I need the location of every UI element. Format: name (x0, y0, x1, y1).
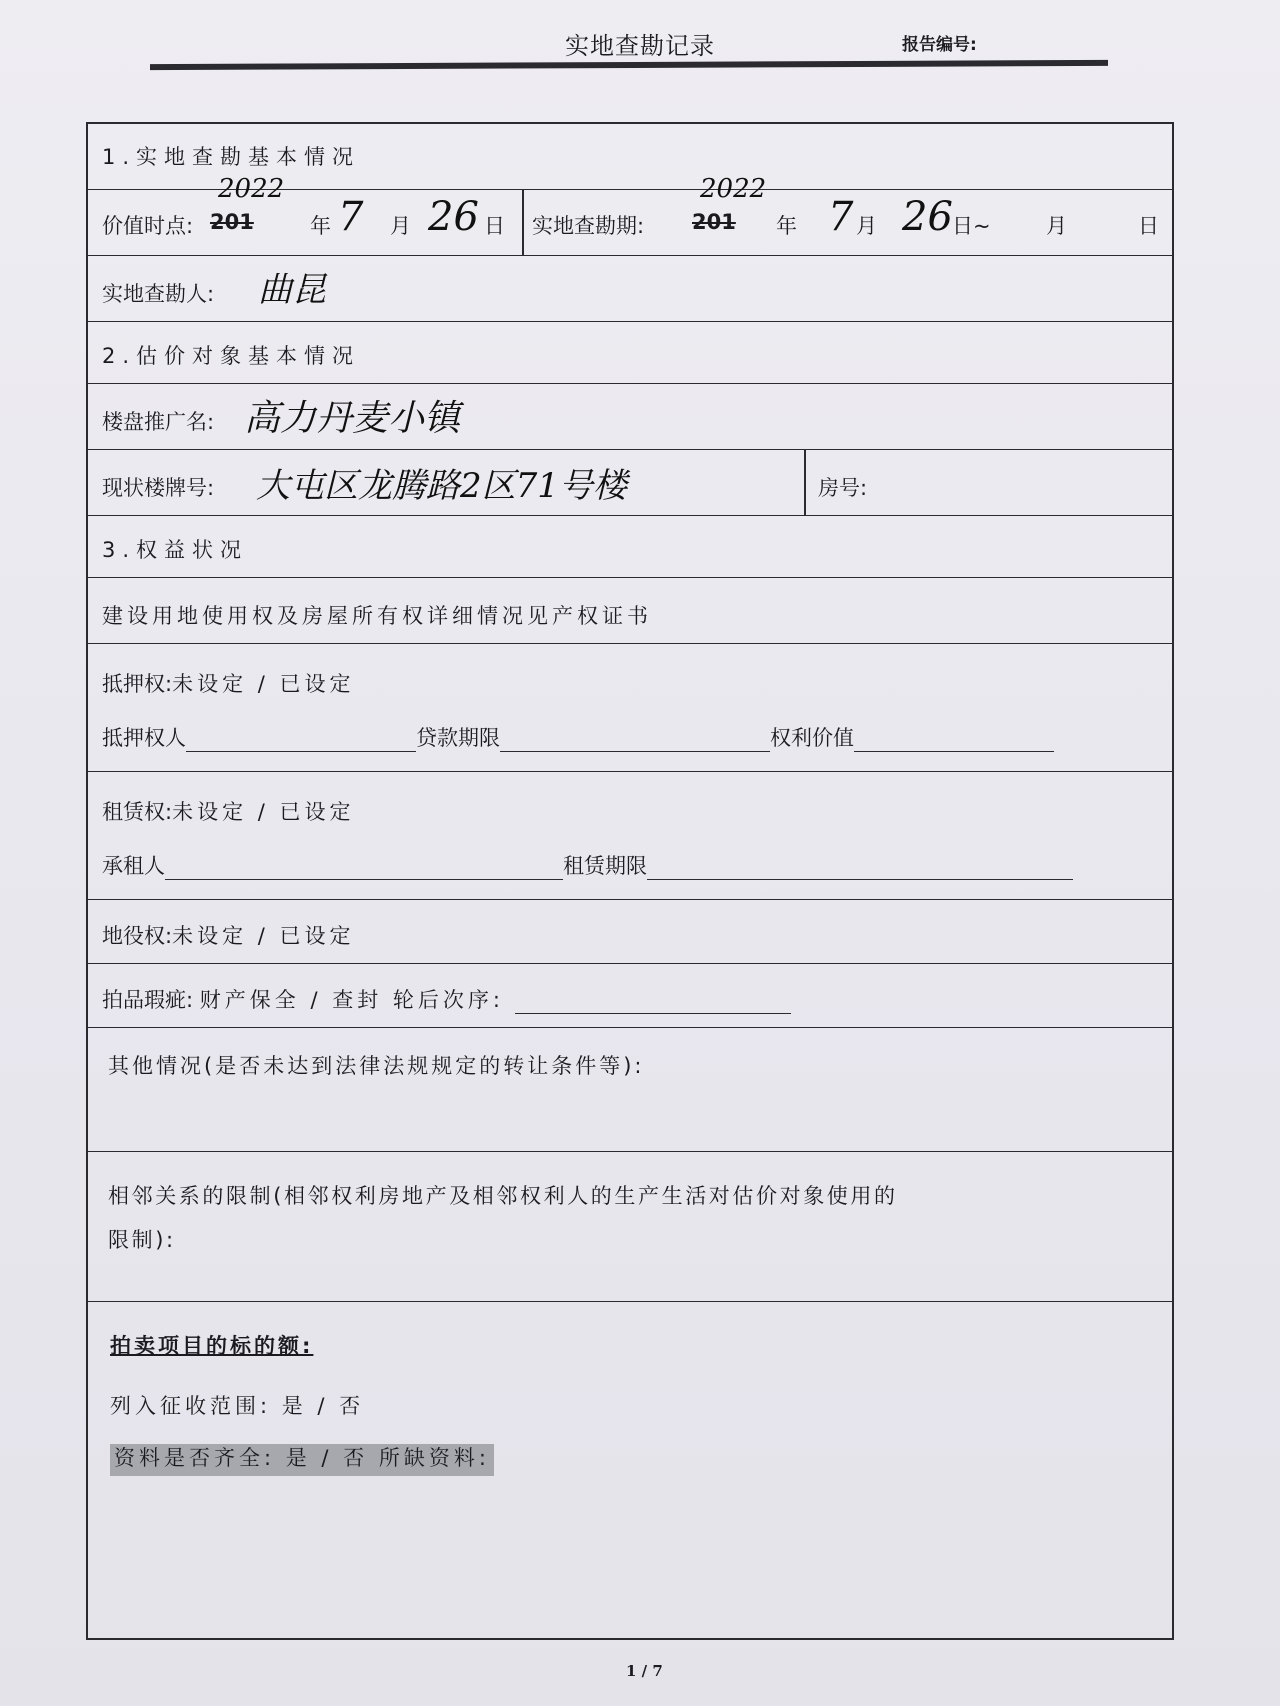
promo-name-row (88, 384, 1172, 450)
valuation-month-value: 7 (338, 194, 364, 240)
neighbor-restriction-line2: 限制): (108, 1228, 176, 1252)
defects-label: 拍品瑕疵: (102, 988, 200, 1012)
dates-row (88, 174, 1172, 256)
rights-note-row (88, 578, 1172, 644)
easement-options: 未设定 / 已设定 (172, 924, 355, 948)
easement-label: 地役权: (102, 924, 173, 948)
mortgage-status (102, 668, 355, 698)
auction-row (88, 1302, 1172, 1642)
survey-end-month-unit: 月 (1046, 214, 1067, 238)
valuation-day-value: 26 (428, 194, 479, 240)
section-2-heading: 2.估价对象基本情况 (102, 344, 361, 368)
plate-number-row (88, 450, 1172, 516)
defects-row (88, 964, 1172, 1028)
survey-end-day-unit: 日 (1138, 214, 1159, 238)
plate-number-value: 大屯区龙腾路2区71号楼 (256, 466, 627, 506)
promo-name-label: 楼盘推广名: (102, 410, 215, 434)
valuation-day-unit: 日 (484, 214, 505, 238)
mortgage-row (88, 644, 1172, 772)
easement-status (102, 920, 355, 950)
surveyor-row (88, 256, 1172, 322)
survey-day-value: 26 (902, 194, 953, 240)
lease-options: 未设定 / 已设定 (172, 800, 355, 824)
right-value-blank (854, 729, 1054, 752)
section-1-heading: 1.实地查勘基本情况 (102, 145, 361, 169)
lease-details (102, 850, 1073, 880)
other-conditions-row (88, 1028, 1172, 1152)
header-rule (150, 60, 1108, 70)
survey-year-printed: 201 (692, 210, 736, 234)
survey-year-handwritten: 2022 (700, 174, 767, 204)
page-number: 1 / 7 (626, 1662, 663, 1680)
loan-term-label: 贷款期限 (416, 726, 500, 750)
mortgage-details (102, 722, 1054, 752)
plate-room-divider (804, 450, 806, 515)
survey-month-value: 7 (828, 194, 854, 240)
mortgage-options: 未设定 / 已设定 (172, 672, 355, 696)
easement-row (88, 900, 1172, 964)
lease-term-label: 租赁期限 (563, 854, 647, 878)
lease-row (88, 772, 1172, 900)
surveyor-signature: 曲昆 (258, 270, 326, 310)
rights-note: 建设用地使用权及房屋所有权详细情况见产权证书 (102, 604, 652, 628)
neighbor-restriction-row (88, 1152, 1172, 1302)
right-value-label: 权利价值 (770, 726, 854, 750)
section-2-row (88, 322, 1172, 384)
surveyor-label: 实地查勘人: (102, 282, 215, 306)
section-3-heading: 3.权益状况 (102, 538, 249, 562)
valuation-year-printed: 201 (210, 210, 254, 234)
section-3-row (88, 516, 1172, 578)
loan-term-blank (500, 729, 770, 752)
lease-status (102, 796, 355, 826)
valuation-date-label: 价值时点: (102, 214, 194, 238)
lease-label: 租赁权: (102, 800, 173, 824)
expropriation-line: 列入征收范围: 是 / 否 (110, 1394, 365, 1418)
report-number-label: 报告编号: (902, 35, 977, 55)
survey-period-label: 实地查勘期: (532, 214, 645, 238)
other-conditions-label: 其他情况(是否未达到法律法规规定的转让条件等): (108, 1054, 645, 1078)
mortgage-label: 抵押权: (102, 672, 173, 696)
dates-divider (522, 190, 524, 255)
mortgagee-blank (186, 729, 416, 752)
document-title: 实地查勘记录 (565, 32, 715, 60)
survey-form (86, 122, 1174, 1640)
survey-month-unit: 月 (856, 214, 877, 238)
rotation-order-label: 轮后次序: (392, 988, 515, 1012)
valuation-year-handwritten: 2022 (218, 174, 285, 204)
materials-highlight: 资料是否齐全: 是 / 否 所缺资料: (110, 1444, 494, 1476)
mortgagee-label: 抵押权人 (102, 726, 186, 750)
survey-day-unit-tilde: 日~ (952, 214, 991, 238)
lessee-label: 承租人 (102, 854, 165, 878)
rotation-order-blank (515, 991, 791, 1014)
valuation-year-unit: 年 (310, 214, 331, 238)
room-number-label: 房号: (818, 476, 868, 500)
plate-number-label: 现状楼牌号: (102, 476, 215, 500)
neighbor-restriction-line1: 相邻关系的限制(相邻权利房地产及相邻权利人的生产生活对估价对象使用的 (108, 1184, 898, 1208)
defects-line (102, 984, 791, 1014)
promo-name-value: 高力丹麦小镇 (244, 398, 461, 439)
lease-term-blank (647, 857, 1073, 880)
survey-year-unit: 年 (776, 214, 797, 238)
valuation-month-unit: 月 (390, 214, 411, 238)
lessee-blank (165, 857, 563, 880)
materials-line (110, 1442, 494, 1472)
defects-options: 财产保全 / 查封 (199, 988, 393, 1012)
auction-target-label: 拍卖项目的标的额: (110, 1334, 314, 1358)
